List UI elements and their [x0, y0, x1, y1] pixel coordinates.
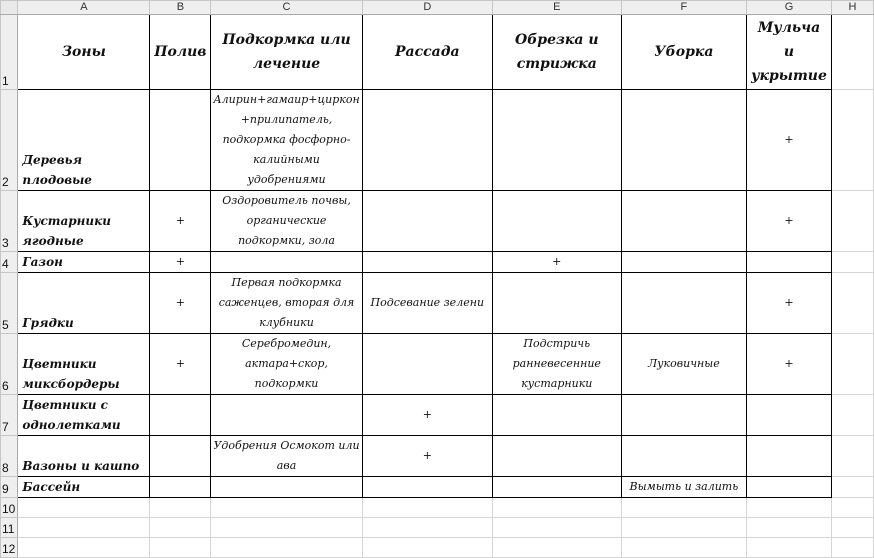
cell[interactable]: [831, 477, 873, 498]
cell[interactable]: [150, 498, 211, 518]
cell[interactable]: [150, 477, 211, 498]
cell[interactable]: [492, 90, 621, 191]
zone-name[interactable]: Цветники миксбордеры: [18, 334, 150, 395]
cell[interactable]: [150, 518, 211, 538]
column-header-e[interactable]: E: [492, 1, 621, 15]
cell[interactable]: [747, 395, 832, 436]
row-number[interactable]: 7: [1, 395, 18, 436]
row-number[interactable]: 3: [1, 191, 18, 252]
zone-name[interactable]: Вазоны и кашпо: [18, 436, 150, 477]
table-row: [1, 191, 874, 252]
cell[interactable]: [362, 90, 492, 191]
row-number[interactable]: 2: [1, 90, 18, 191]
cell[interactable]: [362, 191, 492, 252]
zone-name[interactable]: Бассейн: [18, 477, 150, 498]
cell[interactable]: [831, 252, 873, 273]
row-number[interactable]: 1: [1, 15, 18, 90]
cell[interactable]: [362, 334, 492, 395]
column-title[interactable]: Мульча и укрытие: [747, 15, 832, 90]
cell[interactable]: [492, 498, 621, 518]
cell[interactable]: Удобрения Осмокот или ава: [211, 436, 362, 477]
column-header-g[interactable]: G: [747, 1, 832, 15]
cell[interactable]: +: [150, 273, 211, 334]
cell[interactable]: [621, 395, 746, 436]
table-row: [1, 395, 874, 436]
cell[interactable]: [18, 518, 150, 538]
cell[interactable]: Оздоровитель почвы, органические подкормки, зола: [211, 191, 362, 252]
cell[interactable]: Первая подкормка саженцев, вторая для клубники: [211, 273, 362, 334]
cell[interactable]: [831, 334, 873, 395]
cell[interactable]: [18, 498, 150, 518]
cell[interactable]: +: [492, 252, 621, 273]
cell[interactable]: [362, 252, 492, 273]
cell[interactable]: Серебромедин, актара+скор, подкормки: [211, 334, 362, 395]
cell[interactable]: [831, 436, 873, 477]
table-row: [1, 252, 874, 273]
cell[interactable]: [492, 518, 621, 538]
cell[interactable]: [211, 518, 362, 538]
cell[interactable]: [211, 498, 362, 518]
row-number[interactable]: 4: [1, 252, 18, 273]
cell[interactable]: [621, 90, 746, 191]
table-row: [1, 273, 874, 334]
zone-name[interactable]: Грядки: [18, 273, 150, 334]
cell[interactable]: [362, 518, 492, 538]
table-row: [1, 334, 874, 395]
cell[interactable]: +: [747, 90, 832, 191]
cell[interactable]: Подсевание зелени: [362, 273, 492, 334]
cell[interactable]: [362, 498, 492, 518]
zone-name[interactable]: Газон: [18, 252, 150, 273]
cell[interactable]: [211, 252, 362, 273]
cell[interactable]: [492, 436, 621, 477]
cell[interactable]: [150, 395, 211, 436]
cell[interactable]: +: [362, 395, 492, 436]
column-title[interactable]: Уборка: [621, 15, 746, 90]
table-row: [1, 498, 874, 518]
table-row: [1, 477, 874, 498]
column-title[interactable]: Подкормка или лечение: [211, 15, 362, 90]
cell[interactable]: [831, 273, 873, 334]
cell[interactable]: Вымыть и залить: [621, 477, 746, 498]
cell[interactable]: [831, 518, 873, 538]
cell[interactable]: [621, 436, 746, 477]
cell[interactable]: +: [150, 191, 211, 252]
cell[interactable]: [747, 252, 832, 273]
cell[interactable]: Подстричь ранневесенние кустарники: [492, 334, 621, 395]
cell[interactable]: Луковичные: [621, 334, 746, 395]
table-row: [1, 90, 874, 191]
cell[interactable]: +: [747, 191, 832, 252]
cell[interactable]: [492, 273, 621, 334]
column-title[interactable]: Полив: [150, 15, 211, 90]
cell[interactable]: [150, 90, 211, 191]
cell[interactable]: [150, 436, 211, 477]
cell[interactable]: [362, 477, 492, 498]
column-title[interactable]: Обрезка и стрижка: [492, 15, 621, 90]
column-header-b[interactable]: B: [150, 1, 211, 15]
cell[interactable]: [831, 15, 873, 90]
cell[interactable]: Алирин+гамаир+циркон +прилипатель, подкормка фосфорно- калийными удобрениями: [211, 90, 362, 191]
cell[interactable]: [492, 395, 621, 436]
cell[interactable]: [831, 191, 873, 252]
zone-name[interactable]: Деревья плодовые: [18, 90, 150, 191]
cell[interactable]: [831, 395, 873, 436]
column-title[interactable]: Рассада: [362, 15, 492, 90]
cell[interactable]: +: [747, 273, 832, 334]
table-row: [1, 436, 874, 477]
zone-name[interactable]: Кустарники ягодные: [18, 191, 150, 252]
column-header-c[interactable]: C: [211, 1, 362, 15]
cell[interactable]: [747, 518, 832, 538]
cell[interactable]: [831, 498, 873, 518]
cell[interactable]: [831, 90, 873, 191]
row-number[interactable]: 9: [1, 477, 18, 498]
header-row: [1, 15, 874, 90]
cell[interactable]: [747, 477, 832, 498]
row-number[interactable]: 12: [1, 538, 18, 558]
cell[interactable]: [621, 498, 746, 518]
table-row: [1, 518, 874, 538]
cell[interactable]: [621, 191, 746, 252]
zone-name[interactable]: Цветники с однолетками: [18, 395, 150, 436]
cell[interactable]: +: [747, 334, 832, 395]
cell[interactable]: [211, 477, 362, 498]
column-title[interactable]: Зоны: [18, 15, 150, 90]
row-number[interactable]: 10: [1, 498, 18, 518]
column-header-row: [1, 1, 874, 15]
cell[interactable]: +: [150, 334, 211, 395]
row-number[interactable]: 11: [1, 518, 18, 538]
cell[interactable]: [621, 518, 746, 538]
cell[interactable]: [747, 436, 832, 477]
cell[interactable]: +: [362, 436, 492, 477]
column-header-a[interactable]: A: [18, 1, 150, 15]
row-number[interactable]: 6: [1, 334, 18, 395]
cell[interactable]: [621, 252, 746, 273]
cell[interactable]: [621, 273, 746, 334]
cell[interactable]: [747, 498, 832, 518]
column-header-d[interactable]: D: [362, 1, 492, 15]
row-number[interactable]: 8: [1, 436, 18, 477]
cell[interactable]: [211, 395, 362, 436]
row-number[interactable]: 5: [1, 273, 18, 334]
select-all-corner[interactable]: [1, 1, 18, 15]
cell[interactable]: [492, 191, 621, 252]
column-header-h[interactable]: H: [831, 1, 873, 15]
cell[interactable]: [492, 477, 621, 498]
column-header-f[interactable]: F: [621, 1, 746, 15]
cell[interactable]: +: [150, 252, 211, 273]
